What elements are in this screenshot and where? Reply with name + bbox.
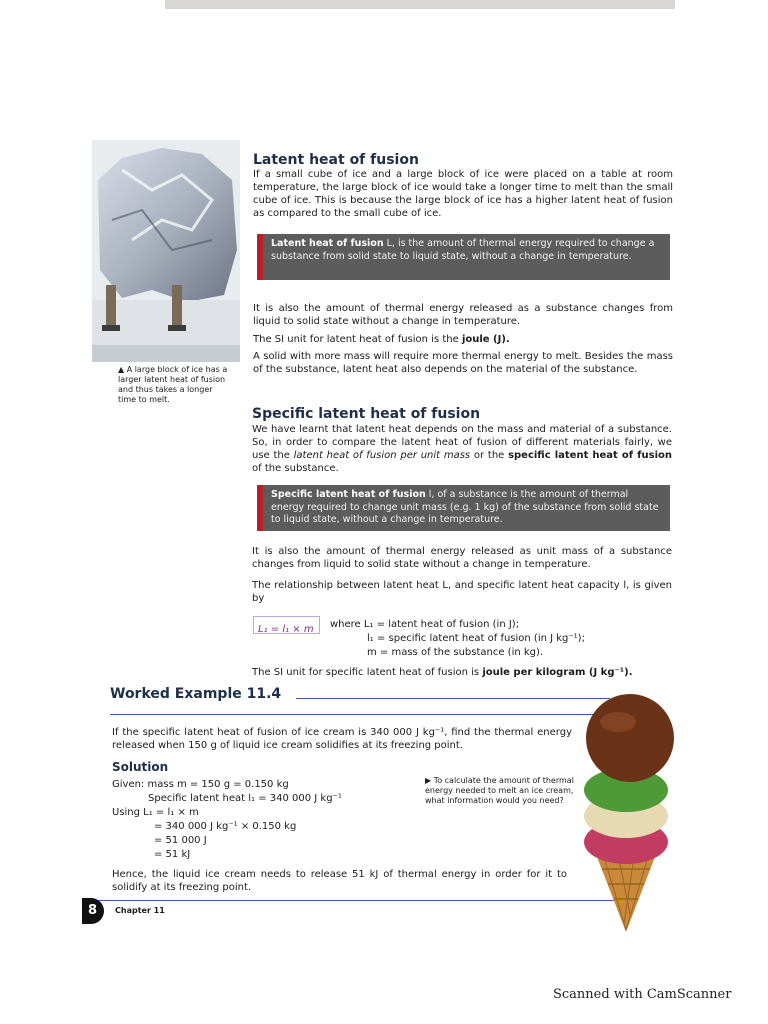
ice-caption: ▲ A large block of ice has a larger latent heat of fusion and thus takes a longer time to melt.: [118, 365, 228, 404]
where-line-3: m = mass of the substance (in kg).: [367, 647, 544, 658]
si-unit-text: The SI unit for latent heat of fusion is the: [253, 334, 462, 345]
latent-heat-heading: Latent heat of fusion: [253, 152, 419, 168]
specific-intro-bold: specific latent heat of fusion: [508, 450, 673, 461]
example-side-note: ▶ To calculate the amount of thermal energy needed to melt an ice cream, what information would you need?: [425, 776, 574, 805]
si-unit-value: joule per kilogram (J kg⁻¹).: [482, 667, 633, 678]
where-line-1: where L₁ = latent heat of fusion (in J);: [330, 619, 520, 630]
chapter-label: Chapter 11: [115, 906, 165, 915]
solution-step-3: = 51 kJ: [154, 849, 191, 860]
definition-accent-bar: [257, 485, 263, 531]
specific-si-unit: [252, 666, 672, 679]
definition-term: Specific latent heat of fusion: [271, 489, 426, 500]
example-question: If the specific latent heat of fusion of ice cream is 340 000 J kg⁻¹, find the thermal energy released when 150 g of liquid ice cream solidifies at its freezing point.: [112, 727, 572, 751]
latent-intro-paragraph: If a small cube of ice and a large block of ice were placed on a table at room temperature, the large block of ice would take a longer time to melt than the small cube of ice. This is because the large block of ice has a higher latent heat of fusion as compared to the small cube of ice.: [253, 169, 673, 219]
ice-block-image: [92, 140, 240, 362]
specific-intro-italic: latent heat of fusion per unit mass: [293, 450, 471, 461]
latent-definition-box: [257, 234, 670, 280]
specific-intro-a: We have learnt that latent heat depends on the mass and material of a substance. So, in order to compare the latent heat of fusion of different materials fairly, we use the: [252, 424, 672, 461]
equation: L₁ = l₁ × m: [258, 624, 314, 635]
specific-heat-heading: Specific latent heat of fusion: [252, 406, 481, 422]
definition-text: l, of a substance is the amount of thermal energy required to change unit mass (e.g. 1 kg) of the substance from solid state to liquid state, without a change in temperature.: [271, 489, 659, 525]
page-number: 8: [88, 903, 98, 918]
specific-intro-paragraph: [252, 423, 672, 475]
latent-mass-paragraph: A solid with more mass will require more thermal energy to melt. Besides the mass of the substance, latent heat also depends on the material of the substance.: [253, 351, 673, 375]
specific-intro-c: or the: [470, 450, 509, 461]
solution-step-1: = 340 000 J kg⁻¹ × 0.150 kg: [154, 821, 297, 832]
relationship-paragraph: The relationship between latent heat L, and specific latent heat capacity l, is given by: [252, 580, 672, 604]
solution-specific: Specific latent heat l₁ = 340 000 J kg⁻¹: [148, 793, 342, 804]
definition-term: Latent heat of fusion: [271, 238, 384, 249]
specific-definition-box: [257, 485, 670, 531]
ice-cream-image: [578, 694, 678, 934]
definition-accent-bar: [257, 234, 263, 280]
solution-using: Using L₁ = l₁ × m: [112, 807, 199, 818]
page-number-tab: [82, 898, 104, 924]
specific-intro-e: of the substance.: [252, 463, 339, 474]
latent-released-paragraph: It is also the amount of thermal energy released as a substance changes from liquid to solid state without a change in temperature.: [253, 303, 673, 327]
solution-given: Given: mass m = 150 g = 0.150 kg: [112, 779, 289, 790]
latent-si-unit: [253, 333, 673, 346]
solution-heading: Solution: [112, 760, 169, 774]
scan-edge-strip: [165, 0, 675, 9]
example-bottom-rule: [98, 900, 630, 901]
worked-example-title: Worked Example 11.4: [110, 686, 282, 702]
example-top-rule: [110, 714, 630, 715]
specific-released-paragraph: It is also the amount of thermal energy released as unit mass of a substance changes from liquid to solid state without a change in temperature.: [252, 546, 672, 570]
camscanner-watermark: Scanned with CamScanner: [553, 987, 732, 1002]
si-unit-text: The SI unit for specific latent heat of fusion is: [252, 667, 483, 678]
example-conclusion: Hence, the liquid ice cream needs to release 51 kJ of thermal energy in order for it to solidify at its freezing point.: [112, 869, 567, 893]
equation-box: [253, 616, 320, 634]
where-line-2: l₁ = specific latent heat of fusion (in J kg⁻¹);: [367, 633, 585, 644]
example-title-rule: [296, 698, 610, 699]
definition-text: L, is the amount of thermal energy required to change a substance from solid state to liquid state, without a change in temperature.: [271, 238, 655, 262]
si-unit-value: joule (J).: [461, 334, 510, 345]
solution-step-2: = 51 000 J: [154, 835, 207, 846]
